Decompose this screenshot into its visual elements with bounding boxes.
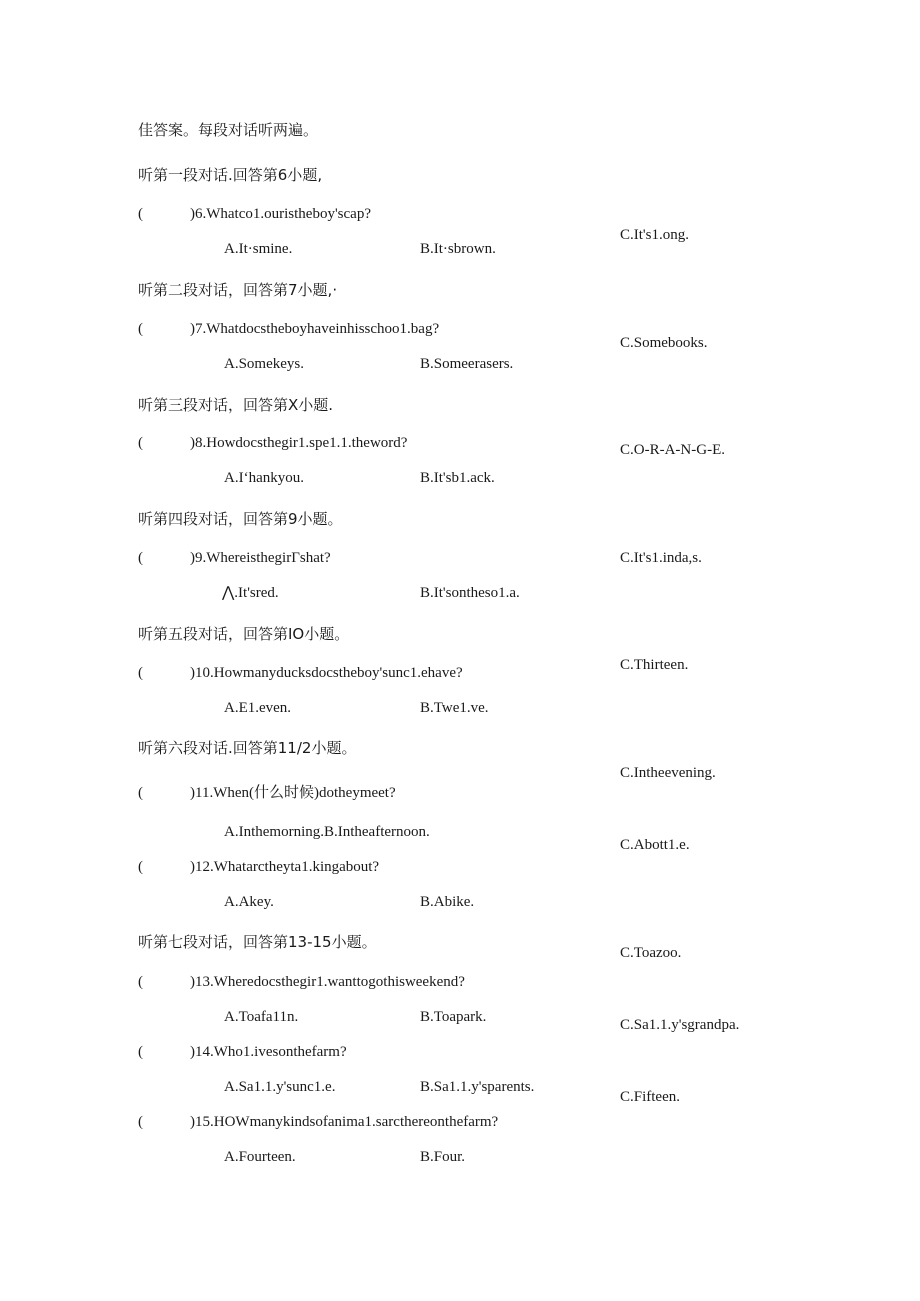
intro-text: 佳答案。每段对话听两遍。 <box>138 121 319 139</box>
option-a: ⋀.It'sred. <box>222 585 279 601</box>
option-a: A.Inthemorning.B.Intheafternoon. <box>224 824 430 840</box>
answer-bracket: ( <box>138 859 143 875</box>
option-b: B.Sa1.1.y'sparents. <box>420 1079 535 1095</box>
answer-bracket: ( <box>138 321 143 337</box>
option-a: A.Toafa11n. <box>224 1009 299 1025</box>
option-b: B.It·sbrown. <box>420 241 496 257</box>
question-text: )7.Whatdocstheboyhaveinhisschoo1.bag? <box>190 321 440 337</box>
answer-bracket: ( <box>138 1114 143 1130</box>
answer-bracket: ( <box>138 785 143 801</box>
answer-bracket: ( <box>138 206 143 222</box>
answer-bracket: ( <box>138 1044 143 1060</box>
option-b: B.It'sontheso1.a. <box>420 585 520 601</box>
question-text: )10.Howmanyducksdocstheboy'sunc1.ehave? <box>190 665 463 681</box>
option-c: C.It's1.ong. <box>620 227 689 243</box>
option-b: B.Toapark. <box>420 1009 487 1025</box>
option-a: A.Somekeys. <box>224 356 304 372</box>
option-c: C.Sa1.1.y'sgrandpa. <box>620 1017 740 1033</box>
question-text: )13.Wheredocsthegir1.wanttogothisweekend? <box>190 974 465 990</box>
question-text: )12.Whatarctheyta1.kingabout? <box>190 859 380 875</box>
option-b: B.Someerasers. <box>420 356 514 372</box>
question-text: )11.When(什么时候)dotheymeet? <box>190 785 396 801</box>
answer-bracket: ( <box>138 974 143 990</box>
question-text: )6.Whatco1.ouristheboy'scap? <box>190 206 371 222</box>
option-c: C.It's1.inda,s. <box>620 550 702 566</box>
question-text: )15.HOWmanykindsofanima1.sarcthereonthefarm? <box>190 1114 499 1130</box>
option-b: B.Four. <box>420 1149 466 1165</box>
option-a: A.Sa1.1.y'sunc1.e. <box>224 1079 336 1095</box>
option-a: A.E1.even. <box>224 700 292 716</box>
section-heading: 听第一段对话.回答第6小题, <box>138 166 323 184</box>
option-a: A.Fourteen. <box>224 1149 296 1165</box>
option-b: B.Twe1.ve. <box>420 700 489 716</box>
option-c: C.Intheevening. <box>620 765 716 781</box>
section-heading: 听第六段对话.回答第11/2小题。 <box>138 739 357 757</box>
answer-bracket: ( <box>138 435 143 451</box>
question-text: )14.Who1.ivesonthefarm? <box>190 1044 347 1060</box>
option-c: C.Somebooks. <box>620 335 708 351</box>
option-c: C.Abott1.e. <box>620 837 690 853</box>
answer-bracket: ( <box>138 665 143 681</box>
option-c: C.Thirteen. <box>620 657 689 673</box>
question-text: )9.WhereisthegirΓshat? <box>190 550 331 566</box>
section-heading: 听第二段对话，回答第7小题,· <box>138 281 338 299</box>
option-c: C.O-R-A-N-G-E. <box>620 442 725 458</box>
option-b: B.It'sb1.ack. <box>420 470 495 486</box>
option-b: B.Abike. <box>420 894 475 910</box>
section-heading: 听第四段对话，回答第9小题。 <box>138 510 343 528</box>
answer-bracket: ( <box>138 550 143 566</box>
section-heading: 听第三段对话，回答第X小题. <box>138 396 334 414</box>
option-a: A.It·smine. <box>224 241 293 257</box>
option-a: A.Akey. <box>224 894 274 910</box>
section-heading: 听第七段对话，回答第13-15小题。 <box>138 933 377 951</box>
option-c: C.Fifteen. <box>620 1089 680 1105</box>
option-a: A.I‘hankyou. <box>224 470 304 486</box>
section-heading: 听第五段对话，回答第IO小题。 <box>138 625 350 643</box>
question-text: )8.Howdocsthegir1.spe1.1.theword? <box>190 435 408 451</box>
option-c: C.Toazoo. <box>620 945 682 961</box>
